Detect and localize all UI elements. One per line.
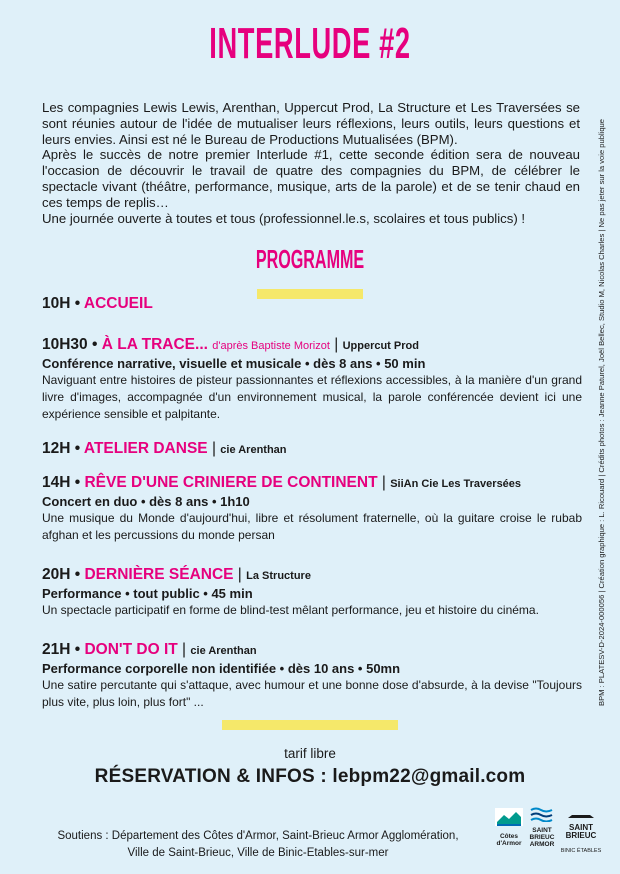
item-time: 10H • xyxy=(42,295,81,312)
programme-item-a-la-trace: 10H30 • À LA TRACE... d'après Baptiste Morizot | Uppercut Prod Conférence narrative, visuelle et musicale • dès 8 ans • 50 min Naviguant entre histoires de pisteur passionnantes et réflexions accessibles, à la manière d'un grand livre d'images, accompagnée d'un environnement musical, la parole conférencée devient ici une expérience sensible et palpitante. xyxy=(42,336,582,421)
item-company: cie Arenthan xyxy=(220,444,287,456)
saint-label: SAINT xyxy=(569,823,593,832)
intro-paragraph-1: Les compagnies Lewis Lewis, Arenthan, Uppercut Prod, La Structure et Les Traversées se sont réunies autour de l'idée de mutualiser leurs réflexions, leurs outils, leurs questions et leurs envies. Ainsi est né le Bureau de Productions Mutualisées (BPM). xyxy=(42,100,580,147)
item-name: DERNIÈRE SÉANCE xyxy=(84,566,234,583)
page-title: INTERLUDE #2 xyxy=(209,19,411,68)
item-time: 21H • xyxy=(42,641,81,658)
item-subtitle: Performance corporelle non identifiée • dès 10 ans • 50mn xyxy=(42,661,401,676)
item-description: Un spectacle participatif en forme de blind-test mêlant performance, jeu et histoire du cinéma. xyxy=(42,603,539,617)
sponsors-text xyxy=(28,828,488,862)
item-name: DON'T DO IT xyxy=(84,641,178,658)
item-company: Uppercut Prod xyxy=(342,340,419,352)
sponsors-line-1: Soutiens : Département des Côtes d'Armor, Saint-Brieuc Armor Agglomération, xyxy=(57,830,459,842)
reservation-info: RÉSERVATION & INFOS : lebpm22@gmail.com xyxy=(94,766,526,787)
sponsors-line-2: Ville de Saint-Brieuc, Ville de Binic-Etables-sur-mer xyxy=(127,847,389,859)
item-company: La Structure xyxy=(246,570,311,582)
item-name: ACCUEIL xyxy=(83,295,153,312)
saint-brieuc-armor-line-3: ARMOR xyxy=(529,841,555,848)
footer-divider xyxy=(222,720,398,730)
cotes-darmor-mark-icon xyxy=(494,806,524,828)
waves-icon xyxy=(528,806,556,822)
programme-item-reve: 14H • RÊVE D'UNE CRINIERE DE CONTINENT | SiiAn Cie Les Traversées Concert en duo • dès 8 ans • 1h10 Une musique du Monde d'aujourd'hui, libre et résolument fraternelle, où la guitare croise le rubab afghan et les percussions du monde persan xyxy=(42,474,582,542)
item-subtitle: Conférence narrative, visuelle et musicale • dès 8 ans • 50 min xyxy=(42,356,426,371)
programme-item-derniere-seance: 20H • DERNIÈRE SÉANCE | La Structure Performance • tout public • 45 min Un spectacle participatif en forme de blind-test mêlant performance, jeu et histoire du cinéma. xyxy=(42,566,582,619)
saint-brieuc-armor-line-2: BRIEUC xyxy=(529,834,555,841)
item-time: 20H • xyxy=(42,566,81,583)
cotes-darmor-label: Côtes d'Armor xyxy=(496,833,522,847)
binic-etables-label: BINIC ÉTABLES xyxy=(560,848,602,854)
brieuc-label: BRIEUC xyxy=(565,831,597,840)
item-description: Une satire percutante qui s'attaque, avec humour et une bonne dose d'absurde, à la devise "Toujours plus vite, plus loin, plus fort" ... xyxy=(42,678,582,709)
saint-brieuc-city-logo xyxy=(560,806,602,855)
item-company: cie Arenthan xyxy=(190,645,257,657)
item-subtitle: Concert en duo • dès 8 ans • 1h10 xyxy=(42,494,250,509)
legal-side-text: BPM : PLATESV-D-2024-000056 | Création graphique : L. Ricouard | Crédits photos : Jeanne Paturel, Joël Bellec, Studio M, Nicolas Charles | Ne pas jeter sur la voie publique xyxy=(597,118,606,706)
ship-icon xyxy=(560,813,602,819)
item-time: 14H • xyxy=(42,474,81,491)
item-name: ATELIER DANSE xyxy=(83,440,208,457)
intro-text xyxy=(42,100,580,226)
programme-item-atelier-danse: 12H • ATELIER DANSE | cie Arenthan xyxy=(42,440,287,457)
cotes-darmor-logo xyxy=(494,806,524,847)
item-time: 10H30 • xyxy=(42,336,98,353)
item-name: À LA TRACE... xyxy=(101,336,208,353)
item-name: RÊVE D'UNE CRINIERE DE CONTINENT xyxy=(84,474,378,491)
item-description: Naviguant entre histoires de pisteur passionnantes et réflexions accessibles, à la manière d'un grand livre d'images, accompagnée d'un environnement musical, la parole conférencée devient ici une expérience sensible et palpitante. xyxy=(42,373,582,421)
tarif-text: tarif libre xyxy=(284,746,336,761)
programme-item-accueil xyxy=(42,295,582,313)
item-subtitle: Performance • tout public • 45 min xyxy=(42,586,253,601)
intro-paragraph-2: Après le succès de notre premier Interlude #1, cette seconde édition sera de nouveau l'occasion de découvrir le travail de quatre des compagnies du BPM, de célébrer le spectacle vivant (théâtre, performance, musique, arts de la parole) et de se tenir chaud en ces temps de replis… xyxy=(42,147,580,210)
item-company: SiiAn Cie Les Traversées xyxy=(390,478,522,490)
programme-title: PROGRAMME xyxy=(255,244,365,274)
item-time: 12H • xyxy=(42,440,81,457)
item-extra: d'après Baptiste Morizot xyxy=(212,340,330,352)
saint-brieuc-armor-logo xyxy=(528,806,556,848)
saint-brieuc-armor-line-1: SAINT xyxy=(532,827,552,834)
intro-paragraph-3: Une journée ouverte à toutes et tous (professionnel.le.s, scolaires et tous publics) ! xyxy=(42,210,526,226)
programme-item-dont-do-it: 21H • DON'T DO IT | cie Arenthan Performance corporelle non identifiée • dès 10 ans • 50mn Une satire percutante qui s'attaque, avec humour et une bonne dose d'absurde, à la devise "Toujours plus vite, plus loin, plus fort" ... xyxy=(42,641,582,709)
item-description: Une musique du Monde d'aujourd'hui, libre et résolument fraternelle, où la guitare croise le rubab afghan et les percussions du monde persan xyxy=(42,511,582,542)
